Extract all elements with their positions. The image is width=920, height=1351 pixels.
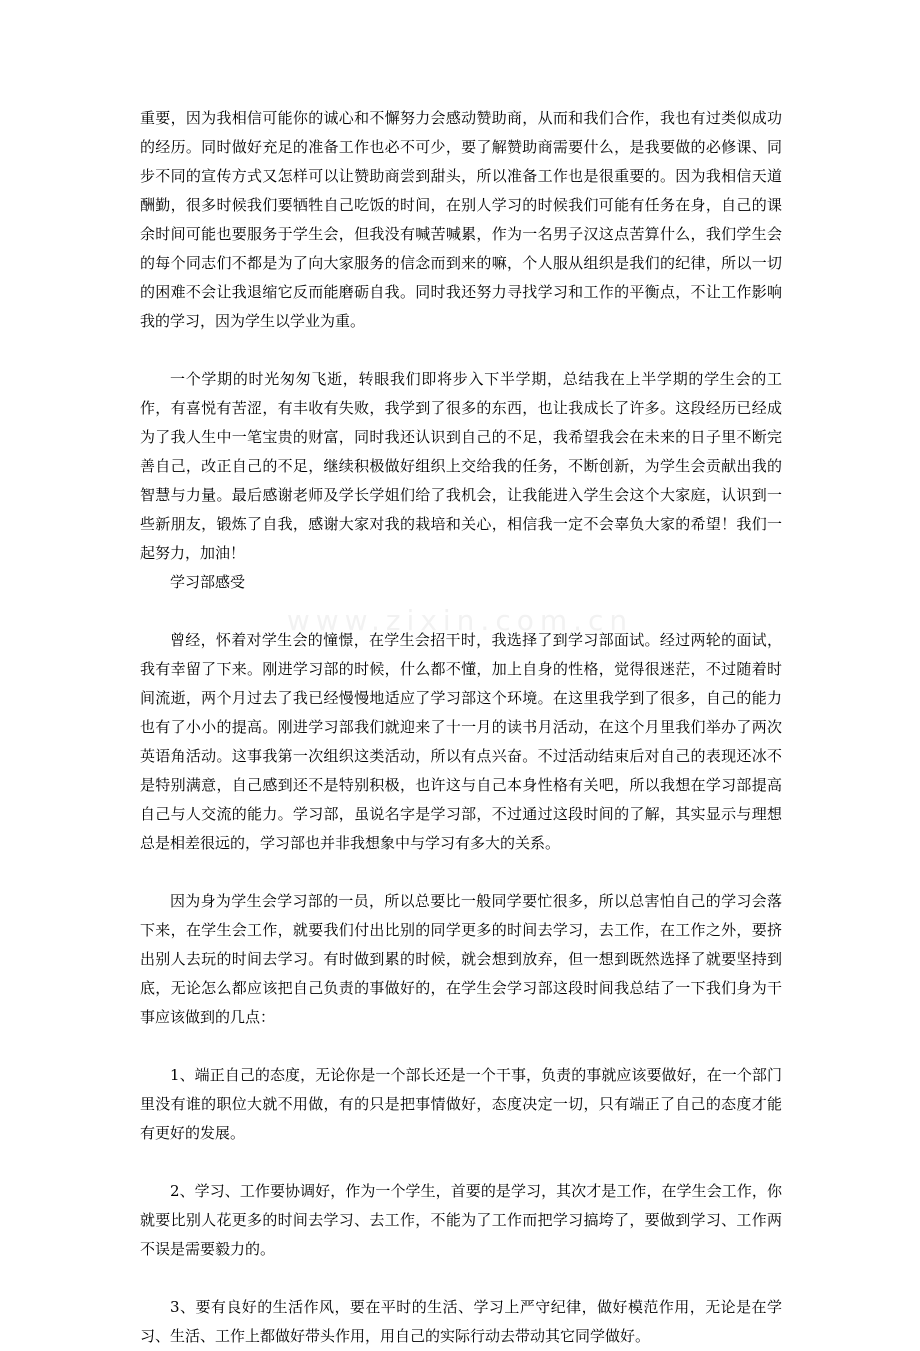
section-heading: 学习部感受: [170, 573, 246, 591]
paragraph-spacer: [140, 1032, 782, 1061]
paragraph-balancing-work: 因为身为学生会学习部的一员，所以总要比一般同学要忙很多，所以总害怕自己的学习会落下来，在学生会工作，就要我们付出比别的同学更多的时间去学习，去工作，在工作之外，要挤出别人去玩的时间去学习。有时做到累的时候，就会想到放弃，但一想到既然选择了就要坚持到底，无论怎么都应该把自己负责的事做好的，在学生会学习部这段时间我总结了一下我们身为干事应该做到的几点：: [140, 892, 782, 1026]
paragraph-spacer: [140, 336, 782, 365]
paragraph-spacer: [140, 1148, 782, 1177]
list-item-attitude: 1、端正自己的态度，无论你是一个部长还是一个干事，负责的事就应该要做好，在一个部门里没有谁的职位大就不用做，有的只是把事情做好，态度决定一切，只有端正了自己的态度才能有更好的发展。: [140, 1066, 782, 1142]
paragraph-semester-summary: 一个学期的时光匆匆飞逝，转眼我们即将步入下半学期，总结我在上半学期的学生会的工作，有喜悦有苦涩，有丰收有失败，我学到了很多的东西，也让我成长了许多。这段经历已经成为了我人生中一笔宝贵的财富，同时我还认识到自己的不足，我希望我会在未来的日子里不断完善自己，改正自己的不足，继续积极做好组织上交给我的任务，不断创新，为学生会贡献出我的智慧与力量。最后感谢老师及学长学姐们给了我机会，让我能进入学生会这个大家庭，认识到一些新朋友，锻炼了自我，感谢大家对我的栽培和关心，相信我一定不会辜负大家的希望！我们一起努力，加油！: [140, 370, 782, 562]
list-item-living-habits: 3、要有良好的生活作风，要在平时的生活、学习上严守纪律，做好模范作用，无论是在学习、生活、工作上都做好带头作用，用自己的实际行动去带动其它同学做好。: [140, 1298, 782, 1345]
paragraph-joining-study-dept: 曾经，怀着对学生会的憧憬，在学生会招干时，我选择了到学习部面试。经过两轮的面试，我有幸留了下来。刚进学习部的时候，什么都不懂，加上自身的性格，觉得很迷茫，不过随着时间流逝，两个月过去了我已经慢慢地适应了学习部这个环境。在这里我学到了很多，自己的能力也有了小小的提高。刚进学习部我们就迎来了十一月的读书月活动，在这个月里我们举办了两次英语角活动。这事我第一次组织这类活动，所以有点兴奋。不过活动结束后对自己的表现还冰不是特别满意，自己感到还不是特别积极，也许这与自己本身性格有关吧，所以我想在学习部提高自己与人交流的能力。学习部，虽说名字是学习部，不过通过这段时间的了解，其实显示与理想总是相差很远的，学习部也并非我想象中与学习有多大的关系。: [140, 631, 782, 852]
paragraph-spacer: [140, 597, 782, 626]
paragraph-spacer: [140, 858, 782, 887]
list-item-study-work-balance: 2、学习、工作要协调好，作为一个学生，首要的是学习，其次才是工作，在学生会工作，你就要比别人花更多的时间去学习、去工作，不能为了工作而把学习搞垮了，要做到学习、工作两不误是需要毅力的。: [140, 1182, 782, 1258]
paragraph-spacer: [140, 1264, 782, 1293]
document-body: [140, 104, 782, 1351]
watermark: www.zixin.com.cn: [286, 604, 634, 637]
paragraph-sponsorship: 重要，因为我相信可能你的诚心和不懈努力会感动赞助商，从而和我们合作，我也有过类似成功的经历。同时做好充足的准备工作也必不可少，要了解赞助商需要什么，是我要做的必修课、同步不同的宣传方式又怎样可以让赞助商尝到甜头，所以准备工作也是很重要的。因为我相信天道酬勤，很多时候我们要牺牲自己吃饭的时间，在别人学习的时候我们可能有任务在身，自己的课余时间可能也要服务于学生会，但我没有喊苦喊累，作为一名男子汉这点苦算什么，我们学生会的每个同志们不都是为了向大家服务的信念而到来的嘛，个人服从组织是我们的纪律，所以一切的困难不会让我退缩它反而能磨砺自我。同时我还努力寻找学习和工作的平衡点，不让工作影响我的学习，因为学生以学业为重。: [140, 109, 782, 330]
